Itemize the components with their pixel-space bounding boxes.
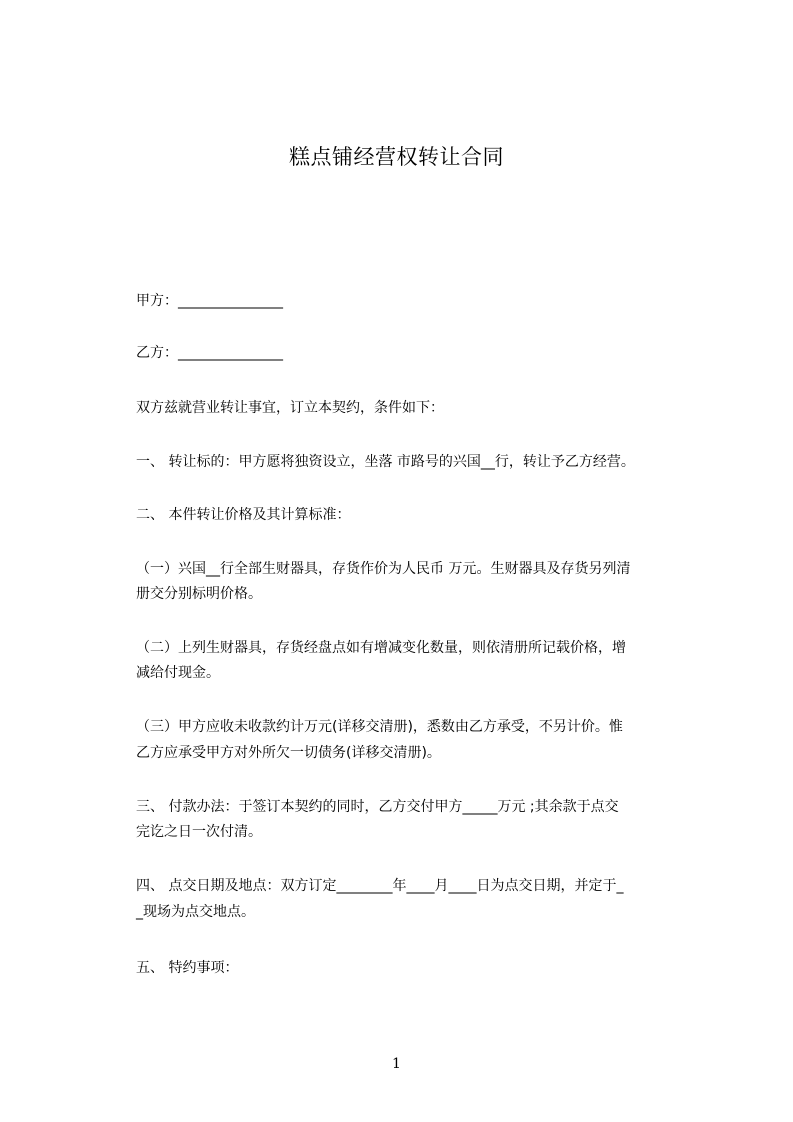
clause-5-heading: 五、 特约事项： [136,960,239,976]
clause-4-line2: _现场为点交地点。 [136,904,255,920]
clause-2-3-line1: （三）甲方应收未收款约计万元(详移交清册)，悉数由乙方承受，不另计价。惟 [136,719,623,735]
clause-2-1-line1: （一）兴国__行全部生财器具，存货作价为人民币 万元。生财器具及存货另列清 [136,561,631,577]
page-number: 1 [392,1056,401,1072]
clause-1: 一、 转让标的：甲方愿将独资设立，坐落 市路号的兴国__行，转让予乙方经营。 [136,454,635,470]
clause-3-line2: 完讫之日一次付清。 [136,824,262,840]
party-b-line: 乙方：_______________ [136,345,283,361]
party-a-line: 甲方：_______________ [136,293,283,309]
clause-2-2-line1: （二）上列生财器具，存货经盘点如有增减变化数量，则依清册所记载价格，增 [136,640,626,656]
clause-2-1-line2: 册交分别标明价格。 [136,586,262,602]
intro-paragraph: 双方兹就营业转让事宜，订立本契约，条件如下： [136,400,444,416]
clause-2-3-line2: 乙方应承受甲方对外所欠一切债务(详移交清册)。 [136,745,441,761]
clause-4-line1: 四、 点交日期及地点：双方订定________年____月____日为点交日期，并定于_ [136,878,624,894]
clause-2-2-line2: 减给付现金。 [136,665,220,681]
clause-3-line1: 三、 付款办法：于签订本契约的同时，乙方交付甲方_____万元 ;其余款于点交 [136,799,619,815]
document-title: 糕点铺经营权转让合同 [289,145,504,169]
clause-2-heading: 二、 本件转让价格及其计算标准： [136,507,351,523]
